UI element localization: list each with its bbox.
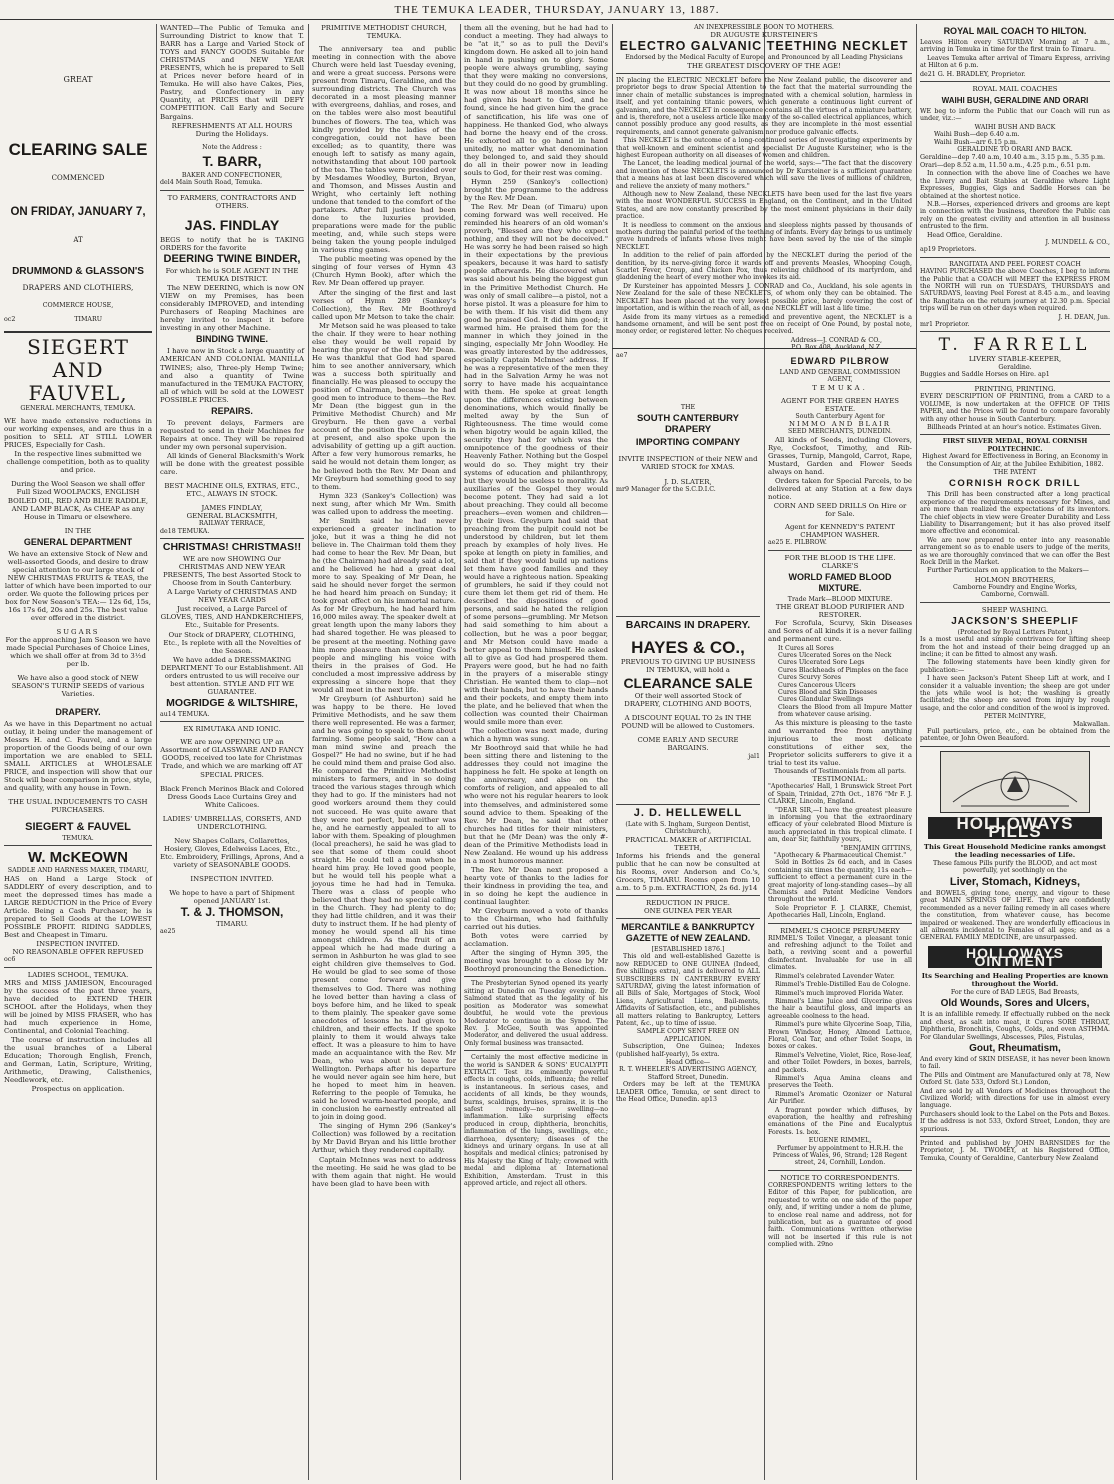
printing-heading: PRINTING, PRINTING. [974, 385, 1056, 394]
article-para: Mr Smith said he had never experienced a greater inclination to joke, but it was a thing he did not believe in. The Chairman told them they had come to hear the Rev. Mr Dean, but he (the Chairman) had already said a lot, and he believed he had a great deal more to say. Speaking of Mr Dean, he said he should never forget the sermon he had heard him preach on Sunday; it took great effect on his immortal nature. As for Mr Greyburn, he had heard him 16,000 miles away. The speaker dwelt at great length upon the many labors they had shared together. He was pleased to be present at the meeting. Nothing gave him more pleasure than meeting God's people and mingling his voice with theirs in the praises of God. He concluded a most impressive address by expressing a sincere hope that they would all meet in the next life. [312, 516, 456, 694]
findlay-intro: TO FARMERS, CONTRACTORS AND OTHERS. [167, 193, 297, 210]
findlay-para: BEST MACHINE OILS, EXTRAS, ETC., ETC., ALWAYS IN STOCK. [164, 482, 300, 499]
pilbrow-agent-for: South Canterbury Agent for [795, 412, 885, 420]
article-para: Mr Metson said he was pleased to take the chair. If they were to hear nothing else they would be well repaid by hearing the prayer of the Rev. Mr Dean. He was thankful that God had spared him to see another anniversary, which was a success both spiritually and financially. He was pleased to occupy the position of Chairman, because he had good men to introduce to them—the Rev. Mr Dean (the biggest gun in the Primitive Methodist Church) and Mr Greyburn. He then gave a verbal account of the position the Church is in at present, and also spoke upon the advisability of getting up a gift auction. After a few very humorous remarks, he said he would not detain them longer, as he believed both the Rev. Mr Dean and Mr Greyburn had something good to say to them. [312, 321, 456, 491]
sheeplift-para: I have seen Jackson's Patent Sheep Lift at work, and I consider it a valuable invention; the sheep are got under the jets while wool is hot; the washing is greatly facilitated; the sheep are saved from injury by rough usage, and the color and condition of the wool is improved. [920, 675, 1110, 712]
general-dept-heading: GENERAL DEPARTMENT [23, 536, 133, 547]
column-rule [156, 24, 157, 1480]
necklet-para: Aside from its many virtues as a remedied and preventive agent, the NECKLET is a handsome ornament, and will be sent post free on receipt of One Pound, by postal note, money order, or registered letter. No cheques received. [616, 313, 912, 336]
blood-mixture-title: WORLD FAMED BLOOD MIXTURE. [788, 571, 892, 593]
holmon-works: Camborne Foundry and Engine Works, [953, 583, 1077, 591]
farrell-town: Geraldine. [998, 363, 1032, 371]
column-1 [4, 24, 152, 1480]
necklet-address: Address—J. CONRAD & CO., [790, 336, 882, 344]
findlay-para: For which he is SOLE AGENT IN THE TEMUKA DISTRICT. [165, 267, 299, 284]
necklet-ad [616, 24, 912, 359]
hayes-para: COME EARLY AND SECURE BARGAINS. [637, 736, 739, 753]
siegert-para: In the respective lines submitted we challenge competition, both as to quality and price. [6, 450, 150, 475]
barr-note: Note the Address : [202, 143, 262, 151]
oc6-code: oc6 [4, 956, 16, 964]
necklet-para: This NECKLET is the outcome of a long-continued series of investigating experiments by that well-known and eminent scientist and specialist Dr Auguste Kursteiner, who is the highest European authority on all diseases of women and children. [616, 137, 912, 159]
reduction-heading: REDUCTION IN PRICE. [646, 898, 730, 907]
article-para: Mr Greyburn (of Ashburton) said he was happy to be there. He loved Primitive Methodists, and he saw them there well represented. He was a farmer, and he was going to speak to them about farming. Some people said, "How can a man mind swine and preach the Gospel?" He had no swine, but if he had he could mind them and praise God also. He compared the Primitive Methodist ministers to farmers, and in so doing traced the various stages through which they had to go. If the ministers had not good workers around them they could not succeed. He was quite aware that they were not perfect, but neither was he, and he earnestly appealed to all to labor with them. Speaking of ploughmen (local preachers), he said he was glad to see that some of them could shoot straight. He could tell a man when he heard him pray. He loved good people, but he would tell his people what a joyous time he had had in Temuka. There was a class of people who believed that they had no special calling in the Church. They had plenty to do; they had little children, and it was their duty to instruct them. If he had plenty of money he would spend all his time amongst children. As the fruit of an appeal which he had made during a sermon in Ashburton he was glad to see eight children give themselves to God. He would be glad to see some of those present come forward and give themselves to God. There was nothing he loved better than having a class of boys before him, and he liked to speak to them plainly. The speaker gave some anecdotes of lessons he had given to children, and their effects. If the spoke plainly to them it would always take effect. It was a pleasure to him to have made an acquaintance with the Rev. Mr Dean, who was about to leave for Wellington. Perhaps after his departure he would never again see him here, but he hoped to meet him in heaven. Referring to the people of Temuka, he said he loved warm-hearted people, and in conclusion he earnestly entreated all to join in doing good. [312, 694, 456, 1122]
rangitata-heading: RANGITATA AND PEEL FOREST COACH [949, 260, 1081, 268]
hayes-para: PREVIOUS TO GIVING UP BUSINESS IN TEMUKA, will hold a [620, 657, 756, 674]
eucalypti-para: Certainly the most effective medicine in the world is SANDER & SONS' EUCALYPTI EXTRACT. Test its eminently powerful effects in coughs, colds, influenza; the relief is instantaneous. In serious cases, and accidents of all kinds, be they wounds, burns, scaldings, bruises, sprains, it is the safest remedy—no swelling—no inflammation. Like surprising effects produced in croup, diphtheria, bronchitis, inflammation of the lungs, swellings, etc.; diarrhoea, dysentery; diseases of the kidneys and urinary organs. In use at all hospitals and medical clinics; patronised by His Majesty the King of Italy; crowned with medal and diploma at International Exhibition, Amsterdam. Trust in this approved article, and reject all others. [464, 1054, 608, 1188]
blood-cure-item: Clears the Blood from all Impure Matter from whatever cause arising. [778, 703, 912, 719]
findlay-signature: JAMES FINDLAY, [201, 504, 263, 513]
column-rule [916, 24, 917, 1480]
ladies-school-title: LADIES SCHOOL, TEMUKA. [27, 970, 129, 979]
sheeplift-title: JACKSON'S SHEEPLIF [951, 615, 1079, 627]
scdic-title-2: IMPORTING COMPANY [635, 437, 741, 449]
hilton-para: Leaves Temuka after arrival of Timaru Express, arriving at Hilton at 6 p.m. [920, 54, 1110, 70]
necklet-tag: AN INEXPRESSIBLE BOON TO MOTHERS. [694, 24, 834, 31]
geraldine-time: Geraldine—dep 7.40 a.m, 10.40 a.m., 3.15 p.m., 5.35 p.m. [920, 153, 1106, 161]
binding-twine-heading: BINDING TWINE. [196, 334, 268, 345]
pilbrow-town: TEMUKA. [812, 383, 868, 392]
mercantile-para: This old and well-established Gazette is now REDUCED to ONE GUINEA (Indeed, five shillings extra), and is delivered to ALL SUBSCRIBERS IN CANTERBURY EVERY SATURDAY, giving the latest information of all Bills of Sale, Mortgages of Stock, Wool Liens, Agricultural Liens, Bail-ments, Affidavits of Satisfaction, etc., and publishes all matters relating to Bankruptcy, Letters Patent, &c., up to time of issue. [616, 953, 760, 1028]
mogridge-para: A Large Variety of CHRISTMAS AND NEW YEAR CARDS [167, 588, 297, 605]
barr-para: REFRESHMENTS AT ALL HOURS During the Holidays. [171, 121, 293, 138]
siegert-heading: IN THE [64, 526, 92, 535]
sheeplift-para: The following statements have been kindly given for publication:— [920, 659, 1110, 674]
rangitata-para: HAVING PURCHASED the above Coaches, I beg to inform the Public that a COACH will MEET the EXPRESS FROM the NORTH will run on TUESDAYS, THURSDAYS and SATURDAYS, leaving Peel Forest at 8.45 a.m., and leaving the Rangitata on the return journey at 12.30 p.m. Special trips will be run on other days when required. [920, 268, 1110, 313]
rimmel-para: Rimmel's Treble-Distilled Eau de Cologne. [775, 981, 911, 989]
pilbrow-agent: AGENT FOR THE GREEN HAYES ESTATE. [781, 396, 899, 413]
blood-cure-item: Cures Scurvy Sores [778, 674, 841, 682]
deering-heading: DEERING TWINE BINDER, [163, 253, 301, 266]
mercantile-head: Head Office— [665, 1059, 711, 1067]
ointment-para: For the cure of BAD LEGS, Bad Breasts, [950, 988, 1080, 996]
oc2-code: oc2 [4, 315, 16, 323]
hellewell-title: J. D. HELLEWELL [633, 806, 743, 819]
barr-title: T. BARR, [202, 153, 262, 170]
hilton-para: Leaves Hilton every SATURDAY Morning at 7 a.m., arriving in Temuka in time for the first train to Timaru. [920, 39, 1110, 54]
farrell-title: T. FARRELL [938, 335, 1092, 356]
geraldine-route: GERALDINE TO ORARI AND BACK. [957, 146, 1073, 154]
pills-para: and BOWELS, giving tone, energy, and vigour to these great MAIN SPRINGS OF LIFE. They are confidently recommended as a never failing remedy in all cases where the constitution, from whatever cause, has become impaired or weakened. They are wonderfully efficacious in all ailments incidental to Females of all ages; and as a GENERAL FAMILY MEDICINE, are unsurpassed. [920, 889, 1110, 942]
siegert-signature: SIEGERT & FAUVEL [25, 821, 131, 834]
rimmel-para: A fragrant powder which diffuses, by evaporation, the healthy and refreshing emanations of the Pine and Eucalyptus Forests. 1s. box. [768, 1106, 912, 1136]
testimonial-title: "Apothecary & Pharmaceutical Chemist." [773, 851, 907, 859]
repairs-heading: REPAIRS. [211, 405, 253, 416]
drapery-heading: DRAPERY. [55, 706, 101, 717]
necklet-title: ELECTRO GALVANIC TEETHING NECKLET [619, 39, 909, 54]
school-prospectus: Prospectus on application. [31, 1085, 125, 1094]
siegert-para: We have also a good stock of NEW SEASON'S TURNIP SEEDS of various Varieties. [11, 674, 145, 699]
hellewell-sub: (Late with S. Ingham, Surgeon Dentist, Christchurch), [625, 820, 751, 836]
imprint: Printed and published by JOHN BARNSIDES for the Proprietor, J. M. TWOMEY, at his Registered Office, Temuka, County of Geraldine, Canterbury New Zealand [920, 1140, 1110, 1162]
clearance-sale-heading: CLEARANCE SALE [623, 675, 753, 692]
necklet-endorsement: Endorsed by the Medical Faculty of Europe, and Pronounced by all Leading Physicians [625, 54, 903, 62]
scdic-para: INVITE INSPECTION of their NEW and VARIED STOCK for XMAS. [618, 455, 758, 472]
ointment-para: Purchasers should look to the Label on the Pots and Boxes. If the address is not 533, Oxford Street, London, they are spurious. [920, 1110, 1110, 1133]
ointment-gout: Gout, Rheumatism, [969, 1042, 1061, 1054]
testimonial-para: "DEAR SIR,—I have the greatest pleasure in informing you that the extraordinary efficacy of your celebrated Blood Mixture is much appreciated in this tropical climate. I am, dear Sir, faithfully yours, [768, 806, 912, 844]
notice-heading: NOTICE TO CORRESPONDENTS. [780, 1173, 900, 1182]
rimmel-para: Rimmel's much improved Florida Water. [775, 989, 904, 997]
sheeplift-place: Makwallan. [1072, 720, 1110, 728]
masthead-title: THE TEMUKA LEADER, THURSDAY, JANUARY 13, 1887. [394, 3, 720, 16]
commerce-house: COMMERCE HOUSE, [42, 302, 114, 310]
mundell-signature: J. MUNDELL & CO., [1045, 238, 1110, 246]
necklet-box: P.O. Box 408, Auckland, N.Z. [791, 344, 882, 352]
thomson-para: Black French Merinos Black and Colored Dress Goods Lace Curtains Grey and White Calicoes. [160, 784, 304, 809]
blood-para: Sold in Bottles 2s 6d each, and in Cases containing six times the quantity, 11s each—sufficient to effect a permanent cure in the great majority of long-standing cases—by all Chemists and Patent Medicine Vendors throughout the world. [768, 859, 912, 904]
hayes-title: HAYES & CO., [631, 637, 745, 657]
rimmel-para: Rimmel's celebrated Lavender Water. [775, 972, 895, 980]
mercantile-para: Orders may be left at the TEMUKA LEADER Office, Temuka, or sent direct to the Head Office, Dunedin. ap13 [616, 1081, 760, 1104]
blood-purifier: THE GREAT BLOOD PURIFIER AND RESTORER. [775, 603, 905, 620]
pilbrow-signature: ae25 E. PILBROW. [768, 539, 827, 547]
article-para: The public meeting was opened by the singing of four verses of Hymn 43 (Church Hymn Book), after which the Rev. Mr Dean offered up prayer. [312, 255, 456, 288]
rock-drill-title: CORNISH ROCK DRILL [948, 478, 1082, 490]
thomson-para: We hope to have a part of Shipment opened JANUARY 1st. [169, 889, 295, 906]
nimmo-sub: SEED MERCHANTS, DUNEDIN. [787, 428, 893, 436]
orari-time: Orari—dep 8.52 a.m, 11.50 a.m., 4.25 p.m., 6.51 p.m. [920, 161, 1091, 169]
scdic-code: mr9 Manager for the S.C.D.I.C. [616, 485, 716, 493]
ointment-para: The Pills and Ointment are Manufactured only at 78, New Oxford St. (late 533, Oxford St.) London, [920, 1071, 1110, 1087]
waihi-route: WAIHI BUSH AND BACK [974, 123, 1056, 131]
findlay-para: To prevent delays, Farmers are requested to send in their Machines for Repairs at once. They will be repaired under my own personal supervision. [160, 418, 304, 451]
article-para: The anniversary tea and public meeting in connection with the above Church were held last Tuesday evening, and were a great success. Persons were present from Timaru, Geraldine, and the surrounding districts. The Church was decorated in a most pleasing manner with evergreens, dahlias, and roses, and on the tables were also most beautiful bunches of flowers. The tea, which was kindly provided by the ladies of the congregation, could not have been excelled; as to quantity, there was enough left to satisfy as many again, notwithstanding that about 100 partook of the tea. The tables were presided over by Mesdames Woodley, Burton, Bryan, and Thomson, and Misses Austin and Wright, who certainly left nothing undone that tended to the comfort of the partakers. After full justice had been done to the luxuries provided, preparations were made for the public meeting, and, while such steps were being taken the young people indulged in various ring games. [312, 45, 456, 255]
mercantile-para: Subscription, One Guinea; Indexes (published half-yearly), 5s extra. [616, 1043, 760, 1058]
holloways-pills-banner: HOLLOWAYS PILLS [928, 817, 1102, 839]
siegert-town: TEMUKA. [62, 835, 94, 843]
rangitata-signature: J. H. DEAN, Jun. [1058, 313, 1110, 321]
necklet-para: In addition to the relief of pain afforded by the NECKLET during the period of the dentition, by its nerve-giving force it wards off and prevents Measles, Whooping Cough, Scarlet Fever, Croup, and Chicken Pox, thus relieving childhood of its martyrdom, and gladdening the heart of every mother who invokes its aid. [616, 252, 912, 282]
holmon-name: HOLMON BROTHERS, [974, 575, 1056, 584]
siegert-para: We have an extensive Stock of New and well-assorted Goods, and desire to draw special attention to our large stock of NEW CHRISTMAS FRUITS & TEAS, the latter of which have been imported to our order. We quote the following prices per box for New Season's TEA:— 12s 6d, 15s, 16s 17s 6d, 20s and 25s. The best value ever offered in the district. [4, 549, 152, 623]
mercantile-sample: SAMPLE COPY SENT FREE ON APPLICATION. [636, 1028, 740, 1043]
article-para: Both votes were carried by acclamation. [464, 932, 608, 949]
necklet-para: It is needless to comment on the anxious and sleepless nights passed by thousands of mothers during the painful period of the teething of infants. Every day brings to us untimely grave hundreds of infants whose lives might have been saved by the use of the simple NECKLET. [616, 221, 912, 251]
thomson-para: New Shapes Collars, Collarettes, Hosiery, Gloves, Edelweiss Laces, Etc., Etc. Embroidery, Frillings, Aprons, And a variety of SEASONABLE GOODS. [160, 836, 304, 869]
mckeown-invite: INSPECTION INVITED. [36, 940, 120, 949]
mogridge-para: We have added a DRESSMAKING DEPARTMENT To our Establishment. All orders entrusted to us will receive our best attention. STYLE AND FIT WE GUARANTEE. [160, 655, 304, 696]
hilton-signature: de21 G. H. BRADLEY, Proprietor. [920, 70, 1026, 78]
commenced-label: COMMENCED [51, 174, 105, 183]
royal-mail-heading: ROYAL MAIL COACHES [972, 85, 1058, 94]
hayes-para: A DISCOUNT EQUAL TO 2s IN THE POUND will be allowed to Customers. [621, 714, 755, 731]
siegert-para: During the Wool Season we shall offer Full Sized WOOLPACKS, ENGLISH BOILED OIL, RED AND BLUE RADDLE, AND LAMP BLACK, As CHEAP as any House in Timaru or elsewhere. [7, 480, 149, 521]
article-para: The Rev. Mr Dean next proposed a hearty vote of thanks to the ladies for their kindness in providing the tea, and in so doing he kept the audience in continual laughter. [464, 865, 608, 907]
blood-para: Sole Proprietor F. J. CLARKE, Chemist, Apothecaries Hall, Lincoln, England. [768, 904, 912, 920]
hayes-para: Of their well assorted Stock of DRAPERY, CLOTHING AND BOOTS, [624, 692, 752, 709]
blood-cure-item: Cures Blackheads of Pimples on the face [778, 666, 909, 674]
pilbrow-sub: LAND AND GENERAL COMMISSION AGENT, [779, 369, 901, 384]
rimmel-address: Perfumer by appointment to H.R.H. the Princess of Wales, 96, Strand; 128 Regent street, 24, Cornhill, London. [772, 1144, 908, 1167]
mogridge-title: MOGRIDGE & WILTSHIRE, [166, 696, 298, 709]
rimmel-signature: EUGENE RIMMEL, [808, 1137, 872, 1145]
findlay-para: I have now in Stock a large quantity of AMERICAN AND COLONIAL MANILLA TWINES; also, Three-ply Hemp Twine; and also a quantity of Twine manufactured in the TEMUKA FACTORY, all of which will be sold at the LOWEST POSSIBLE PRICES. [160, 347, 304, 404]
clarke-name: CLARKE'S [821, 561, 859, 570]
findlay-para: BEGS to notify that he is TAKING ORDERS for the favorite [160, 235, 304, 253]
mckeown-offer: NO REASONABLE OFFER REFUSED [12, 948, 144, 957]
siegert-para: As we have in this Department no actual outlay, it being under the management of Messrs H. and C. Fauvel, and a large proportion of the Goods being of our own importation we are enabled to SELL SMALL ARTICLES at WHOLESALE PRICE, and inspection will show that our Stock will bear comparison in price, style, and quality, with any house in Town. [4, 719, 152, 792]
thomson-para: LADIES' UMBRELLAS, CORSETS, AND UNDERCLOTHING. [162, 814, 302, 831]
waihi-para: WE beg to inform the Public that our Coach will run as under, viz.:— [920, 108, 1110, 123]
methodist-heading: PRIMITIVE METHODIST CHURCH, TEMUKA. [321, 24, 447, 41]
siegert-para: THE USUAL INDUCEMENTS TO CASH PURCHASERS. [8, 797, 148, 814]
scdic-the: THE [680, 404, 696, 411]
blood-thousands: Thousands of Testimonials from all parts. [773, 767, 907, 775]
mercantile-title: MERCANTILE & BANKRUPTCY GAZETTE of NEW ZEALAND. [621, 921, 755, 943]
printing-para: Billheads Printed at an hour's notice. Estimates Given. [927, 423, 1102, 431]
blood-cures-list [768, 645, 912, 719]
medal-heading: FIRST SILVER MEDAL, ROYAL CORNISH POLYTECHNIC. [942, 438, 1088, 453]
mogridge-para: Just received, a Large Parcel of GLOVES, TIES, AND HANDKERCHIEFS, Etc., Suitable for Presents. [160, 605, 304, 630]
rimmel-para: Rimmel's Aromatic Ozonizer or Natural Air Purifier. [768, 1090, 912, 1106]
pills-organs: Liver, Stomach, Kidneys, [949, 875, 1081, 888]
sheeplift-signer: PETER McINTYRE, [983, 713, 1047, 721]
drapers-clothiers: DRAPERS AND CLOTHIERS, [22, 283, 134, 293]
farrell-sub: LIVERY STABLE-KEEPER, [968, 355, 1062, 364]
thomson-town: TIMARU. [216, 920, 248, 929]
article-para: Hymn 259 (Sankey's collection) brought the programme to the address by the Rev. Mr Dean. [464, 177, 608, 202]
article-para: The Rev. Mr Dean (of Timaru) upon coming forward was well received. He reminded his hearers of an old woman's proverb, "Blessed are they who expect nothing, and they will not be deceived." He was sorry he had been raised so high in their expectations by the previous speakers, because it was hard to satisfy people afterwards. He discovered what was said about his being the biggest gun in the Primitive Methodist Church. He was only of small calibre—a pistol, not a horse pistol. It was a pleasure for him to be with them. If his visit did them any good he praised God. It did him good; it warmed him. He praised them for the manner in which they joined in the singing, especially Mr John Woodley. He was greatly interested by the addresses, especially Captain McInnes' address. If he was a representative of the men they had in the Salvation Army he was not sorry to have made his acquaintance with them. He spoke at great length upon the differences existing between denominations, which would finally be melted away by the Sun of Righteousness. The time would come when bigotry would be again killed, the security they had for which was the omnipotence of the goodness of their Heavenly Father. Nothing but the Gospel would do so. They might try their systems of education and philanthropy, but they would be useless to morality. As auxiliaries of the Gospel they would become potent. They had said a lot about preaching. They could all become preachers—even women and children—by their lives. Greyburn had said that preaching from the pulpit could not be understood by children, but let them preach by examples of holy lives. He spoke at length on piety in families, and said that if they would build up nations let them have good families and they would have a righteous nation. Speaking of grumblers, he said if they could not cure them let them get rid of them. He described the dispositions of good persons, and said he hated the religion of some persons—grumbling. Mr Metson had said something to him about a collection, but he was a poor beggar, and Mr Metson could have made a better appeal to them himself. He asked all to give as God had prospered them. Prayers were good, but he had no faith in the prayers of a miserable stingy Christian. He wanted them to clap—not with their hands, but to have their hands and their pockets, and empty them into the plate, and he believed that when the collection was counted their Chairman would smile more than ever. [464, 203, 608, 727]
thomson-code: ae25 [160, 928, 176, 936]
scdic-title-1: SOUTH CANTERBURY DRAPERY [636, 413, 740, 436]
pilbrow-washer: Agent for KENNEDY'S PATENT CHAMPION WASHER. [784, 523, 896, 540]
rimmel-heading: RIMMEL'S CHOICE PERFUMERY [780, 926, 900, 935]
column-3 [312, 24, 456, 1480]
mckeown-title: W. McKEOWN [28, 849, 128, 867]
mogridge-para: Our Stock of DRAPERY, CLOTHING, Etc., Is replete with all the Novelties of the Season. [163, 630, 301, 655]
thomson-para: INSPECTION INVITED. [190, 875, 274, 883]
sheeplift-para: Is a most useful and simple contrivance for lifting sheep from the hot and instead of their being dragged up an incline; it can be fitted to almost any wash. [920, 636, 1110, 659]
mundell-para: In connection with the above line of Coaches we have the Livery and Bait Stables at Geraldine where Light Expresses, Buggies, Gigs and Saddle Horses can be obtained at the shortest notice. [920, 170, 1110, 200]
school-para: MRS and MISS JAMIESON, Encouraged by the success of the past three years, have decided to EXTEND THEIR SCHOOL after the Holidays, when they will be joined by MISS FRASER, who has had much experience in Home, Continental, and Colonial Teaching. [4, 978, 152, 1036]
article-para: After the singing of the first and last verses of Hymn 289 (Sankey's Collection), the Rev. Mr Boothroyd called upon Mr Metson to take the chair. [312, 288, 456, 321]
rimmel-para: Rimmel's Aqua Amina cleans and preserves the Teeth. [768, 1074, 912, 1090]
drill-para: We are now prepared to enter into any reasonable arrangement so as to enable users to judge of the merits, as we are thoroughly convinced that we can offer the Best Rock Drill in the Market. [920, 536, 1110, 567]
hayes-code: jal1 [748, 753, 760, 761]
mogridge-para: WE are now SHOWING Our CHRISTMAS AND NEW YEAR PRESENTS, The best Assorted Stock to Choose from in South Canterbury. [162, 555, 302, 588]
findlay-para: All kinds of General Blacksmith's Work will be done with the greatest possible care. [160, 451, 304, 477]
patent-label: THE PATENT [993, 469, 1037, 477]
hilton-coach-heading: ROYAL MAIL COACH TO HILTON. [943, 26, 1087, 36]
siegert-sub: GENERAL MERCHANTS, TEMUKA. [20, 404, 136, 412]
notice-para: CORRESPONDENTS writing letters to the Editor of this Paper, for publication, are requested to write on one side of the paper only, and, if writing under a nom de plume, to enclose real name and address, not for publication, but as a guarantee of good faith. Communications written otherwise will not be inserted if this rule is not complied with. 29no [768, 1181, 912, 1249]
mercantile-agency: R. T. WHEELER'S ADVERTISING AGENCY, [619, 1066, 757, 1074]
findlay-para: The NEW DEERING, which is now ON VIEW on my Premises, has been considerably IMPROVED, and intending Purchasers of Reaping Machines are hereby invited to inspect it before investing in any other Machine. [160, 284, 304, 333]
christmas-heading: CHRISTMAS! CHRISTMAS!! [162, 541, 302, 554]
blood-cure-item: Cures Cancerous Ulcers [778, 681, 856, 689]
mogridge-code: au14 TEMUKA. [160, 710, 210, 718]
trade-mark: Trade Mark—BLOOD MIXTURE. [787, 595, 893, 603]
ex-ships-heading: EX RIMUTAKA AND IONIC. [183, 725, 281, 734]
pills-para: These famous Pills purify the BLOOD, and act most powerfully, yet soothingly on the [932, 860, 1098, 875]
barr-address: del4 Main South Road, Temuka. [160, 179, 263, 187]
ointment-para: It is an infallible remedy. If effectually rubbed on the neck and chest, as salt into meat, it Cures SORE THROAT, Diphtheria, Bronchitis, Coughs, Colds, and even ASTHMA. For Glandular Swellings, Abscesses, Piles, Fistulas, [920, 1011, 1110, 1041]
article-para: The singing of Hymn 296 (Sankey's Collection) was followed by a recitation by Mr David Bryan and his little brother Arthur, which they rendered capitally. [312, 1122, 456, 1155]
necklet-discovery: THE GREATEST DISCOVERY OF THE AGE! [687, 61, 841, 70]
printing-para: EVERY DESCRIPTION OF PRINTING, from a CARD to a VOLUME, is now undertaken at the OFFICE OF THIS PAPER, and the Prices will be found to compare favorably with any other house in South Canterbury. [920, 393, 1110, 423]
waihi-time: Waihi Bush—arr 6.15 p.m. [934, 138, 1018, 146]
rimmel-para: Rimmel's Lime Juice and Glycerine gives the hair a beautiful gloss, and imparts an agreeable coolness to the head. [768, 997, 912, 1020]
barr-sub: BAKER AND CONFECTIONER, [181, 172, 283, 180]
sheep-washing-heading: SHEEP WASHING. [981, 605, 1049, 614]
ointment-tagline: Its Searching and Healing Properties are known throughout the World. [921, 971, 1109, 988]
drill-para: This Drill has been constructed after a long practical experience of the requirements necessary for Mines, and are more than realized the expectations of its inventors. The chief objects in view were Greater Durability and Less Liability to Disarrangement; but it has also proved itself more effective and economical. [920, 491, 1110, 536]
rimmel-para: RIMMEL'S Toilet Vinegar, a pleasant tonic and refreshing adjunct to the Toilet and bath, a reviving scent and a powerful disinfectant. Invaluable for use in all climates. [768, 934, 912, 972]
findlay-signature: RAILWAY TERRACE, [198, 520, 266, 528]
necklet-para: Although new to New Zealand, these NECKLETS have been used for the last five years with the most WONDERFUL SUCCESS in England, on the Continent, and in the United States, and are now constantly prescribed by the most eminent physicians in their daily practice. [616, 191, 912, 221]
scdic-manager: J. D. SLATER, [664, 477, 712, 486]
sugars-heading: SUGARS [56, 628, 100, 637]
article-para: Mr Boothroyd said that while he had been sitting there and listening to the addresses they could not imagine the happiness he felt. He spoke at length on the anniversary, and also on the comforts of religion, and appealed to all who were not his regular hearers to look into themselves, and administered some sound advice to them. Speaking of the Rev. Mr Dean, he said that other churches had titles for their ministers, but that he (Mr Dean) was the only #-dean of the Primitive Methodists lead in New Zealand. He wound up his address in a most humorous manner. [464, 744, 608, 865]
medal-para: Highest Award for Effectiveness in Boring, an Economy in the Consumption of Air, at the Jubilee Exhibition, 1882. [922, 453, 1108, 468]
reduction-sub: ONE GUINEA PER YEAR [644, 906, 732, 915]
article-para: After the singing of Hymn 395, the meeting was brought to a close by Mr Boothroyd pronouncing the Benediction. [464, 949, 608, 974]
blood-cure-item: Cures Glandular Swellings [778, 696, 864, 704]
thomson-title: T. & J. THOMSON, [180, 905, 284, 920]
holmon-town: Camborne, Cornwall. [980, 591, 1049, 599]
mckeown-para: HAS on Hand a Large Stock of SADDLERY of every description, and to meet the depressed times has made a LARGE REDUCTION in the Price of Every Article. Being a Cash Purchaser, he is prepared to Sell Goods at the LOWEST POSSIBLE PROFIT. RIDING SADDLES, Best and Cheapest in Timaru. [4, 874, 152, 940]
clearing-sale-title: CLEARING SALE [8, 140, 148, 160]
pilbrow-para: All kinds of Seeds, including Clovers, Rye, Cocksfoot, Timothy, and Rib-Grasses, Turnip, Mangold, Carrot, Rape, Mustard, Garden and Flower Seeds always on hand. [768, 435, 912, 476]
mundell-code: ap19 Proprietors. [920, 246, 977, 254]
at-label: AT [73, 236, 83, 245]
blood-cure-item: Cures Ulcerated Sores on the Neck [778, 651, 892, 659]
pilbrow-title: EDWARD PILBROW [790, 356, 890, 366]
school-para: The course of instruction includes all the usual branches of a Liberal Education; Thorough English, French, and German, Latin, Scripture, Writing, Arithmetic, Drawing, Calisthenics, Needlework, etc. [4, 1036, 152, 1085]
article-para: Mr Greyburn moved a vote of thanks to the Chairman, who had faithfully carried out his duties. [464, 907, 608, 932]
column-4 [464, 24, 608, 1480]
drummond-glasson-name: DRUMMOND & GLASSON'S [12, 266, 144, 278]
nimmo-blair: NIMMO AND BLAIR [789, 420, 891, 429]
ointment-para: And every kind of SKIN DISEASE, it has never been known to fail. [920, 1055, 1110, 1071]
hellewell-para: Informs his friends and the general public that he can now be consulted at his Rooms, over Anderson and Co.'s, Grocers, TIMARU. Rooms open from 10 a.m. to 5 p.m. EXTRACTION, 2s 6d. jy14 [616, 851, 760, 892]
article-para: Captain McInnes was next to address the meeting. He said he was glad to be with them again that night. He would have been glad to have been with [312, 1155, 456, 1188]
blood-tagline: FOR THE BLOOD IS THE LIFE. [784, 553, 896, 562]
waihi-heading: WAIHI BUSH, GERALDINE AND ORARI [941, 96, 1089, 106]
siegert-title-2: FAUVEL, [28, 380, 128, 405]
blood-para: As this mixture is pleasing to the taste and warranted free from anything injurious to the most delicate constitutions of either sex, the Proprietor solicits sufferers to give it a trial to test its value. [768, 718, 912, 767]
waihi-time: Waihi Bush—dep 6.40 a.m. [934, 131, 1020, 139]
findlay-title: JAS. FINDLAY [184, 216, 280, 233]
barr-para: WANTED—The Public of Temuka and Surrounding District to know that T. BARR has a Large and Varied Stock of TOYS and FANCY GOODS Suitable for CHRISTMAS and NEW YEAR PRESENTS, which he is prepared to Sell at Prices never before heard of in Temuka. He will also have Cakes, Pies, Pastry, and Confectionery in any Quantity, at PRICES that will DEFY COMPETITION. Call Early and Secure Bargains. [160, 24, 304, 121]
mundell-para: N.B.—Horses, experienced drivers and grooms are kept in connection with the business, therefore the Public can rely on the greatest civility and attention in all business entrusted to the firm. [920, 200, 1110, 231]
blood-cure-item: Cures Ulcerated Sore Legs [778, 659, 865, 667]
blood-cure-item: It Cures all Sores [778, 644, 834, 652]
column-7 [920, 24, 1110, 1480]
necklet-doctor: DR AUGUSTE KURSTEINER'S [710, 31, 818, 40]
testimonial-para: "Apothecaries' Hall, 1 Brunswick Street Port of Spain, Trinidad, 27th Oct., 1876 "Mr F. J. CLARKE, Lincoln, England. [768, 783, 912, 806]
siegert-para: WE have made extensive reductions in our working expenses, and are thus in a position to SELL AT STILL LOWER PRICES, Especially for Cash. [4, 417, 152, 450]
necklet-bottom-rule [612, 348, 916, 349]
column-rule [612, 24, 613, 1480]
rimmel-para: Rimmel's pure white Glycerine Soap, Tilia, Brown Windsor, Honey, Almond Lettuce, Floral, Coal Tar, and other Toilet Soaps, in boxes or cakes. [768, 1021, 912, 1051]
blood-para: For Scrofula, Scurvy, Skin Diseases and Sores of all kinds it is a never failing and permanent cure. [768, 619, 912, 644]
timaru-label: TIMARU [74, 315, 102, 323]
bargains-heading: BARCAINS IN DRAPERY. [625, 618, 751, 631]
rangitata-code: mr1 Proprietor. [920, 321, 970, 329]
holloways-ointment-banner: HOLLOWAYS OINTMENT [928, 946, 1102, 968]
article-para: The collection was next made, during which a hymn was sung. [464, 727, 608, 744]
great-label: GREAT [63, 75, 93, 84]
hellewell-trade: PRACTICAL MAKER of ARTIFICIAL TEETH, [625, 835, 751, 852]
mckeown-sub: SADDLE AND HARNESS MAKER, TIMARU, [7, 867, 149, 875]
necklet-para: The Lancet, the leading medical journal of the world, says:—"The fact that the discovery and invention of these NECKLETS is announced by Dr Kursteiner is a sufficient guarantee that a means has at last been discovered which will save the lives of millions of children, and relieve the anxiety of many mothers." [616, 160, 912, 190]
sheeplift-patent: (Protected by Royal Letters Patent,) [957, 628, 1073, 636]
mercantile-est: [ESTABLISHED 1876.] [651, 945, 725, 953]
mercantile-street: Stafford Street, Dunedin. [647, 1073, 729, 1081]
holloway-logo [940, 751, 1090, 813]
pilbrow-para: Orders taken for Special Parcels, to be delivered at any Station at a few days notice. [768, 477, 912, 502]
rimmel-para: Rimmel's Velvetine, Violet, Rice, Rose-leaf, and other Toilet Powders, in boxes, barrels, and packets. [768, 1051, 912, 1074]
synod-para: The Presbyterian Synod opened its yearly sitting at Dunedin on Tuesday evening. Dr Salmond stated that as the legality of his position as Moderator was somewhat doubtful, he would vote the previous Moderator to continue in the Synod. The Rev. J. McGee, South was appointed Moderator, and delivered the usual address. Only formal business was transacted. [464, 980, 608, 1047]
article-para: them all the evening, but he had had to conduct a meeting. They had always to be "at it," so as to pull the Devil's kingdom down. He asked all to join hand in hand in pushing on to glory. Some people were always grumbling, saying that they were making no conversions, but they could do no good by grumbling. It was now about 18 months since he had given his heart to God, and he found, since he had given him the grace of sanctification, his life was one of happiness. He thanked God, who always had borne the heavy end of the cross. He exhorted all to go hand in hand unitedly, no matter what denomination they belonged to, and said they should do all in their power now in leading souls to God, for their rest was coming. [464, 24, 608, 177]
siegert-para: For the approaching Jam Season we have made Special Purchases of Choice Lines, which we shall offer at from 3d to 3½d per lb. [5, 636, 151, 669]
testimonial-heading: TESTIMONIAL: [812, 775, 868, 784]
farrell-hire: Buggies and Saddle Horses on Hire. ap1 [920, 370, 1050, 378]
ointment-para: And are sold by all Vendors of Medicines throughout the Civilized World; with directions for use in almost every language. [920, 1087, 1110, 1110]
thomson-para: WE are now OPENING UP an Assortment of GLASSWARE AND FANCY GOODS, received too late for Christmas Trade, and which we are marking off AT SPECIAL PRICES. [160, 738, 304, 779]
drill-para: Further Particulars on application to the Makers— [927, 567, 1089, 575]
pilbrow-drills: CORN AND SEED DRILLS On Hire or for Sale. [773, 502, 907, 519]
necklet-para: Dr Kursteiner has appointed Messrs J. CONRAD and Co., Auckland, his sole agents in New Zealand for the sale of these NECKLETS, of whom only they can be obtained. The NECKLET has been placed at the very lowest possible price, barely covering the cost of importation, and is within the reach of all, as one NECKLET will last a life time. [616, 282, 912, 313]
blood-cure-item: Cures Blood and Skin Diseases [778, 688, 878, 696]
testimonial-signer: "BENJAMIN GITTINS, [840, 844, 912, 852]
mundell-office: Head Office, Geraldine. [927, 231, 1003, 239]
findlay-signature: GENERAL BLACKSMITH, [186, 512, 278, 521]
siegert-title-1: SIEGERT AND [27, 334, 129, 382]
sheeplift-para: Full particulars, price, etc., can be obtained from the patentee, or John Owen Beauford. [920, 728, 1110, 743]
necklet-code: ae7 [616, 351, 628, 359]
findlay-signature: de18 TEMUKA. [160, 527, 210, 535]
sale-date: ON FRIDAY, JANUARY 7, [10, 206, 146, 219]
column-rule [308, 24, 309, 1480]
column-6 [768, 354, 912, 1480]
column-2 [160, 24, 304, 1480]
ointment-sores: Old Wounds, Sores and Ulcers, [940, 998, 1090, 1010]
pills-tagline: This Great Household Medicine ranks amongst the leading necessaries of Life. [923, 842, 1107, 860]
column-rule [460, 24, 461, 1480]
column-5 [616, 354, 760, 1480]
necklet-para: IN placing the ELECTRIC NECKLET before the New Zealand public, the discoverer and proprietor begs to draw Special Attention to the fact that the material surrounding the inner chain of metallic substances is impregnated with a chemical solution, harmless in itself, and yet containing titanic powers, which generate a continuous light current of galvanism, and the NECKLET in consequence contains all the virtues of a miniature battery, and is, therefore, not a useless article like many of the so-called electrical appliances, which cannot possibly produce any good results, as they are incomplete in the most essential requirements, and cannot generate galvanism nor produce galvanic effects. [616, 76, 912, 136]
article-para: Hymn 323 (Sankey's Collection) was next sung, after which Mr Wm. Smith was called upon to address the meeting. [312, 491, 456, 516]
masthead [0, 0, 1114, 20]
trademark-emblem-icon [941, 752, 1089, 812]
